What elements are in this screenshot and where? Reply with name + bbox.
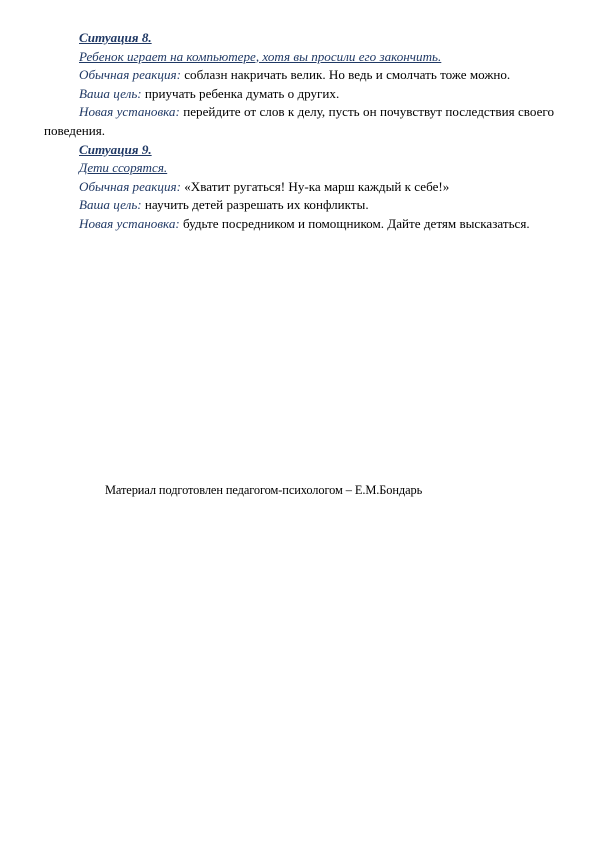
situation-9-description-line	[44, 159, 554, 178]
new-approach-text: будьте посредником и помощником. Дайте детям высказаться.	[179, 215, 530, 231]
author-credit: Материал подготовлен педагогом-психологом – Е.М.Бондарь	[105, 483, 423, 497]
goal-text: приучать ребенка думать о других.	[141, 85, 340, 101]
new-approach-label: Новая установка:	[79, 215, 180, 231]
situation-9-usual-reaction	[44, 178, 554, 197]
situation-8-usual-reaction	[44, 66, 554, 85]
usual-reaction-label: Обычная реакция:	[79, 178, 181, 194]
situation-8-heading	[44, 29, 554, 48]
usual-reaction-text: «Хватит ругаться! Ну-ка марш каждый к себе!»	[180, 178, 450, 194]
situation-9-heading	[44, 141, 554, 160]
situation-8-description-line	[44, 48, 554, 67]
usual-reaction-text: соблазн накричать велик. Но ведь и смолчать тоже можно.	[180, 67, 511, 83]
situation-9-description: Дети ссорятся.	[79, 160, 168, 176]
situation-8-goal	[44, 85, 554, 104]
goal-label: Ваша цель:	[79, 197, 142, 213]
usual-reaction-label: Обычная реакция:	[79, 67, 181, 83]
new-approach-text: перейдите от слов к делу, пусть он почувствут последствия своего поведения.	[44, 104, 554, 138]
goal-text: научить детей разрешать их конфликты.	[141, 197, 369, 213]
situation-9-title: Ситуация 9.	[79, 141, 152, 157]
situation-8-title: Ситуация 8.	[79, 30, 152, 45]
situation-9-new-approach	[44, 215, 554, 234]
document-body	[44, 29, 554, 234]
situation-9-goal	[44, 196, 554, 215]
new-approach-label: Новая установка:	[79, 104, 180, 120]
situation-8-new-approach	[44, 103, 554, 140]
goal-label: Ваша цель:	[79, 85, 142, 101]
situation-8-description: Ребенок играет на компьютере, хотя вы просили его закончить.	[79, 48, 442, 64]
